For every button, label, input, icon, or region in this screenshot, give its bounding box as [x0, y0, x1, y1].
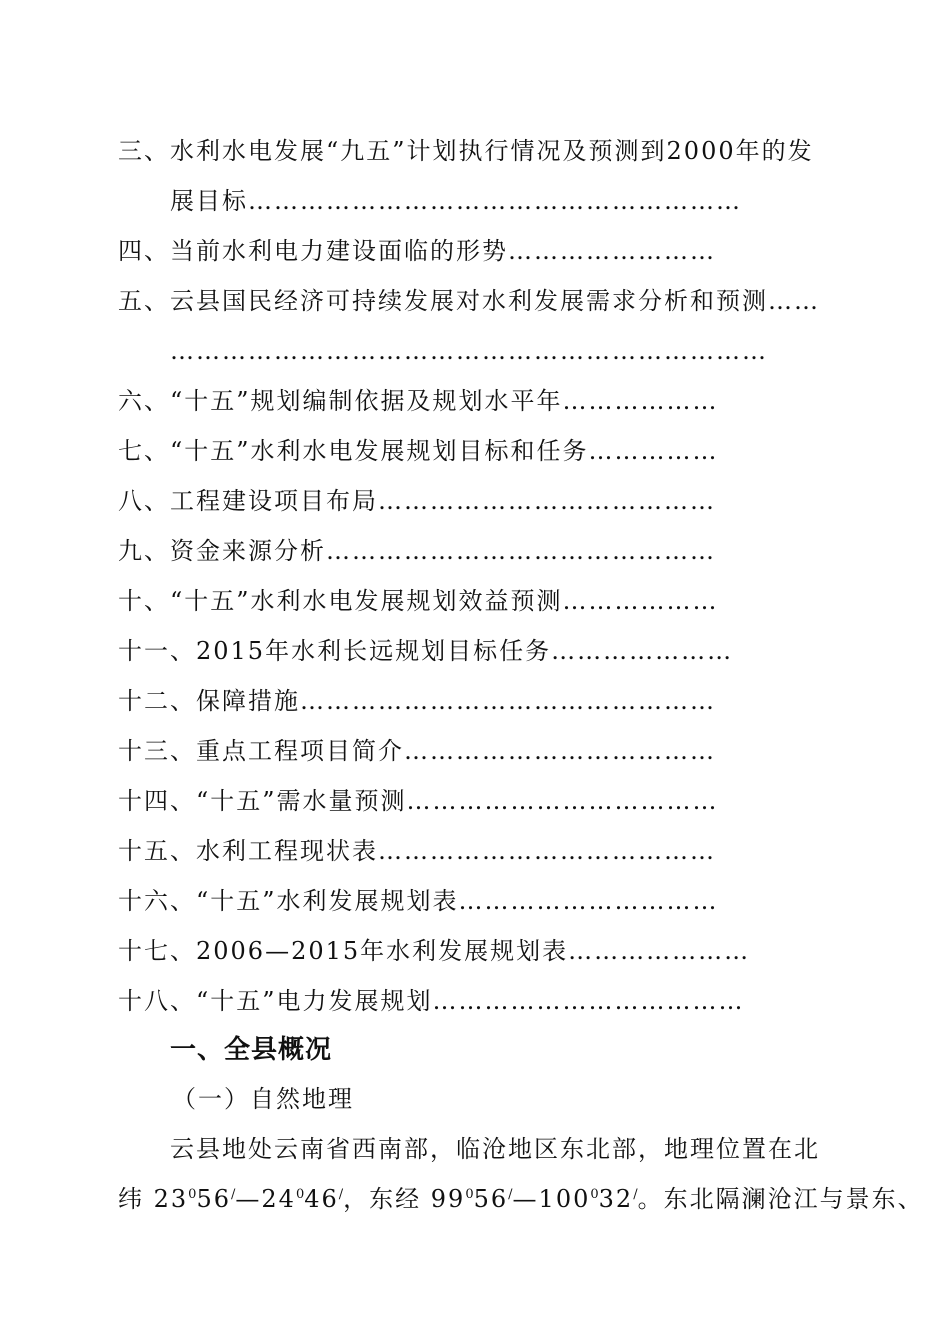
toc-entry: 八、工程建设项目布局………………………………… — [118, 487, 716, 515]
toc-entry: 十五、水利工程现状表………………………………… — [118, 837, 716, 865]
section-heading: 一、全县概况 — [170, 1035, 333, 1065]
toc-entry: 九、资金来源分析……………………………………… — [118, 537, 716, 565]
toc-entry: 四、当前水利电力建设面临的形势…………………… — [118, 237, 716, 265]
toc-entry: 十三、重点工程项目简介……………………………… — [118, 737, 716, 765]
paragraph-line: 云县地处云南省西南部，临沧地区东北部，地理位置在北 — [170, 1135, 820, 1163]
toc-entry-continuation: 展目标………………………………………………… — [170, 187, 742, 215]
toc-entry: 三、水利水电发展“九五”计划执行情况及预测到2000年的发 — [118, 137, 814, 165]
toc-entry: 十、“十五”水利水电发展规划效益预测……………… — [118, 587, 719, 615]
toc-entry: 七、“十五”水利水电发展规划目标和任务…………… — [118, 437, 719, 465]
toc-entry: 十八、“十五”电力发展规划……………………………… — [118, 987, 745, 1015]
toc-entry-continuation: …………………………………………………………… — [170, 337, 768, 365]
toc-entry: 十七、2006—2015年水利发展规划表………………… — [118, 937, 751, 965]
toc-entry: 十一、2015年水利长远规划目标任务………………… — [118, 637, 734, 665]
toc-entry: 十二、保障措施………………………………………… — [118, 687, 716, 715]
toc-entry: 十六、“十五”水利发展规划表………………………… — [118, 887, 719, 915]
toc-entry: 五、云县国民经济可持续发展对水利发展需求分析和预测…… — [118, 287, 820, 315]
toc-entry: 六、“十五”规划编制依据及规划水平年……………… — [118, 387, 719, 415]
section-subheading: （一）自然地理 — [172, 1085, 354, 1113]
toc-entry: 十四、“十五”需水量预测……………………………… — [118, 787, 719, 815]
paragraph-line-coordinates: 纬 $23^056^/—24^046^/$，东经 $99^056^/—100^032^/$。东北隔澜沧江与景东、 — [118, 1185, 924, 1213]
